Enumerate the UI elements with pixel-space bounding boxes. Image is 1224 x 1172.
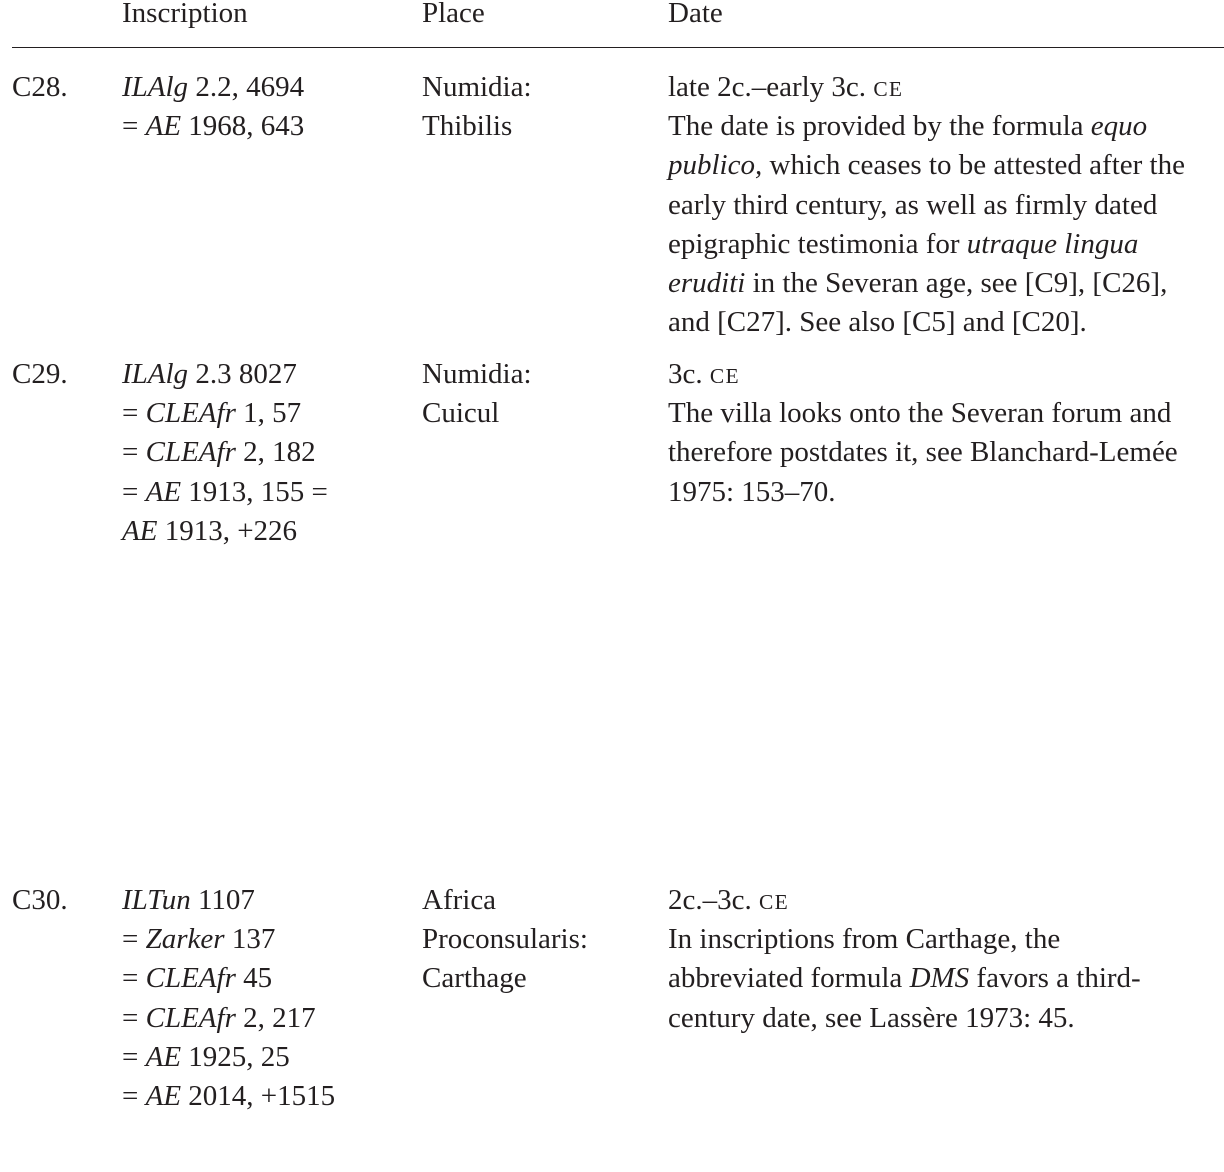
text: 1975: 153–70. [668, 475, 836, 508]
italic-text: DMS [909, 962, 970, 995]
inscription-line [122, 473, 328, 512]
text: = [122, 110, 146, 143]
italic-text: AE [145, 110, 182, 143]
header-place: Place [422, 0, 485, 29]
date-cell [668, 68, 1185, 342]
text: 2.2, 4694 [188, 71, 305, 103]
text: 45 [235, 962, 273, 995]
date-line [668, 473, 1178, 512]
text: century date, see Lassère 1973: 45. [668, 1001, 1075, 1034]
text: Proconsularis: [422, 923, 588, 956]
text: 2.3 8027 [188, 358, 297, 390]
small-caps-text: CE [759, 890, 789, 914]
text: 1107 [190, 884, 255, 916]
date-line [668, 146, 1185, 185]
date-cell [668, 881, 1141, 1038]
place-line [422, 355, 532, 394]
header-rule [12, 47, 1224, 48]
text: = [122, 475, 146, 508]
inscription-cell [122, 355, 328, 551]
text: 1, 57 [235, 397, 302, 430]
date-line [668, 186, 1185, 225]
place-line [422, 920, 588, 959]
header-date: Date [668, 0, 723, 29]
text: 1925, 25 [181, 1040, 290, 1073]
inscription-line [122, 512, 328, 551]
inscription-line [122, 959, 335, 998]
text: Africa [422, 884, 497, 916]
date-line [668, 959, 1141, 998]
text: = [122, 962, 146, 995]
text: Cuicul [422, 397, 500, 430]
inscription-line [122, 433, 328, 472]
italic-text: AE [122, 514, 158, 547]
date-line [668, 68, 1185, 107]
italic-text: AE [145, 475, 182, 508]
inscription-cell [122, 881, 335, 1116]
table-header [0, 0, 1224, 33]
text: which ceases to be attested after the [762, 149, 1185, 182]
text: 2014, +1515 [181, 1079, 336, 1112]
italic-text: equo [1090, 110, 1148, 143]
inscription-line [122, 1077, 335, 1116]
inscription-line [122, 355, 328, 394]
text: 137 [224, 923, 276, 956]
italic-text: ILAlg [122, 358, 189, 390]
place-line [422, 394, 532, 433]
date-line [668, 920, 1141, 959]
italic-text: CLEAfr [145, 397, 236, 430]
date-line [668, 355, 1178, 394]
text: = [122, 1079, 146, 1112]
italic-text: CLEAfr [145, 436, 236, 469]
inscription-line [122, 881, 335, 920]
inscription-line [122, 68, 304, 107]
italic-text: ILAlg [122, 71, 189, 103]
italic-text: AE [145, 1040, 182, 1073]
text: = [122, 436, 146, 469]
date-cell [668, 355, 1178, 512]
text: 2, 182 [235, 436, 316, 469]
text: Thibilis [422, 110, 513, 143]
entry-number: C28. [12, 71, 68, 103]
date-line [668, 394, 1178, 433]
italic-text: utraque lingua [966, 227, 1139, 260]
text: In inscriptions from Carthage, the [668, 923, 1061, 956]
date-line [668, 881, 1141, 920]
date-line [668, 107, 1185, 146]
inscription-line [122, 920, 335, 959]
date-line [668, 225, 1185, 264]
small-caps-text: CE [709, 364, 740, 388]
text: in the Severan age, see [C9], [C26], [745, 266, 1168, 299]
header-inscription: Inscription [122, 0, 248, 29]
text: = [122, 1001, 146, 1034]
text: The villa looks onto the Severan forum and [668, 397, 1172, 430]
text: 3c. [668, 358, 710, 390]
italic-text: Zarker [145, 923, 225, 956]
inscription-line [122, 1038, 335, 1077]
place-line [422, 107, 532, 146]
italic-text: publico, [668, 149, 763, 182]
inscription-line [122, 394, 328, 433]
inscription-line [122, 999, 335, 1038]
text: 1913, 155 = [181, 475, 328, 508]
text: = [122, 923, 146, 956]
italic-text: CLEAfr [145, 1001, 236, 1034]
inscription-cell [122, 68, 304, 146]
text: early third century, as well as firmly dated [668, 188, 1158, 221]
inscription-line [122, 107, 304, 146]
entry-number: C29. [12, 358, 68, 390]
place-line [422, 959, 588, 998]
entry-number: C30. [12, 884, 68, 916]
text: favors a third- [969, 962, 1141, 995]
place-line [422, 68, 532, 107]
text: therefore postdates it, see Blanchard-Lemée [668, 436, 1178, 469]
date-line [668, 999, 1141, 1038]
text: The date is provided by the formula [668, 110, 1091, 143]
italic-text: ILTun [122, 884, 191, 916]
text: 1968, 643 [181, 110, 305, 143]
text: abbreviated formula [668, 962, 910, 995]
place-cell [422, 68, 532, 146]
italic-text: eruditi [668, 266, 746, 299]
italic-text: CLEAfr [145, 962, 236, 995]
text: and [C27]. See also [C5] and [C20]. [668, 306, 1087, 339]
small-caps-text: CE [873, 77, 904, 101]
text: 2, 217 [235, 1001, 316, 1034]
text: 1913, +226 [157, 514, 298, 547]
text: Carthage [422, 962, 527, 995]
text: epigraphic testimonia for [668, 227, 967, 260]
italic-text: AE [145, 1079, 182, 1112]
text: = [122, 1040, 146, 1073]
date-line [668, 303, 1185, 342]
place-cell [422, 881, 588, 999]
text: 2c.–3c. [668, 884, 759, 916]
text: = [122, 397, 146, 430]
date-line [668, 433, 1178, 472]
text: late 2c.–early 3c. [668, 71, 874, 103]
place-line [422, 881, 588, 920]
text: Numidia: [422, 358, 532, 390]
text: Numidia: [422, 71, 532, 103]
place-cell [422, 355, 532, 433]
date-line [668, 264, 1185, 303]
